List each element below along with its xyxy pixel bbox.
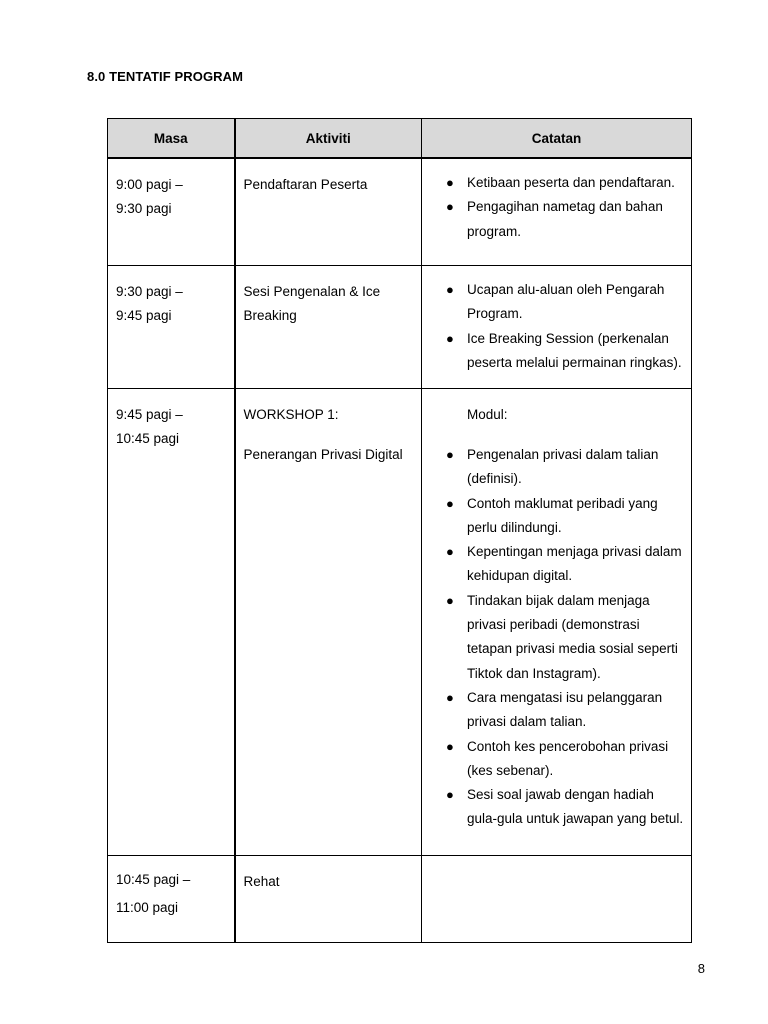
bullet-icon: ● <box>446 592 454 608</box>
aktiviti-text: Penerangan Privasi Digital <box>243 446 403 462</box>
header-masa: Masa <box>108 119 235 159</box>
aktiviti-text: Rehat <box>243 874 280 889</box>
header-aktiviti: Aktiviti <box>235 119 422 159</box>
catatan-cell <box>422 856 692 943</box>
aktiviti-text: Sesi Pengenalan & Ice Breaking <box>243 284 381 323</box>
aktiviti-cell <box>235 158 422 266</box>
masa-start: 9:30 pagi – <box>116 284 183 299</box>
aktiviti-text: Pendaftaran Peserta <box>243 177 368 192</box>
table-row <box>108 389 692 856</box>
list-item: ● Sesi soal jawab dengan hadiah gula-gula untuk jawapan yang betul. <box>422 783 687 832</box>
section-title: 8.0 TENTATIF PROGRAM <box>87 69 244 84</box>
program-schedule-table <box>107 118 692 943</box>
catatan-list <box>422 171 687 244</box>
bullet-icon: ● <box>446 689 454 705</box>
catatan-list <box>422 443 687 832</box>
masa-cell <box>108 158 235 266</box>
bullet-icon: ● <box>446 495 454 511</box>
masa-end: 11:00 pagi <box>116 900 179 915</box>
list-item: ● Pengenalan privasi dalam talian (definisi). <box>422 443 687 492</box>
list-item: ● Kepentingan menjaga privasi dalam kehidupan digital. <box>422 540 687 589</box>
list-item: ● Ucapan alu-aluan oleh Pengarah Program. <box>422 278 687 327</box>
list-item: ● Cara mengatasi isu pelanggaran privasi dalam talian. <box>422 686 687 735</box>
list-item: ● Tindakan bijak dalam menjaga privasi peribadi (demonstrasi tetapan privasi media sosial seperti Tiktok dan Instagram). <box>422 589 687 686</box>
list-item: ● Contoh kes pencerobohan privasi (kes sebenar). <box>422 735 687 784</box>
masa-start: 10:45 pagi – <box>116 872 191 887</box>
bullet-icon: ● <box>446 175 454 190</box>
masa-cell <box>108 266 235 389</box>
spacer <box>244 427 414 443</box>
modul-label: Modul: <box>467 407 508 422</box>
bullet-icon: ● <box>446 787 454 803</box>
list-item: ● Contoh maklumat peribadi yang perlu dilindungi. <box>422 492 687 541</box>
bullet-icon: ● <box>446 282 454 297</box>
bullet-icon: ● <box>446 738 454 754</box>
aktiviti-cell <box>235 389 422 856</box>
list-item: ● Ketibaan peserta dan pendaftaran. <box>422 171 687 195</box>
aktiviti-cell <box>235 266 422 389</box>
bullet-icon: ● <box>446 199 454 215</box>
catatan-list <box>422 278 687 375</box>
bullet-icon: ● <box>446 544 454 560</box>
aktiviti-cell <box>235 856 422 943</box>
masa-end: 10:45 pagi <box>116 430 180 446</box>
masa-end: 9:45 pagi <box>116 307 172 323</box>
table-row <box>108 158 692 266</box>
header-catatan: Catatan <box>422 119 692 159</box>
catatan-cell <box>422 266 692 389</box>
masa-start: 9:00 pagi – <box>116 177 183 192</box>
workshop-label: WORKSHOP 1: <box>243 407 339 422</box>
table-header-row <box>108 119 692 159</box>
list-item: ● Ice Breaking Session (perkenalan peserta melalui permainan ringkas). <box>422 327 687 376</box>
catatan-cell <box>422 158 692 266</box>
masa-start: 9:45 pagi – <box>116 407 183 422</box>
page-number: 8 <box>697 961 705 976</box>
masa-end: 9:30 pagi <box>116 200 172 216</box>
bullet-icon: ● <box>446 330 454 346</box>
bullet-icon: ● <box>446 447 454 462</box>
masa-cell <box>108 856 235 943</box>
list-item: ● Pengagihan nametag dan bahan program. <box>422 195 687 244</box>
catatan-cell <box>422 389 692 856</box>
masa-cell <box>108 389 235 856</box>
table-row <box>108 856 692 943</box>
table-row <box>108 266 692 389</box>
